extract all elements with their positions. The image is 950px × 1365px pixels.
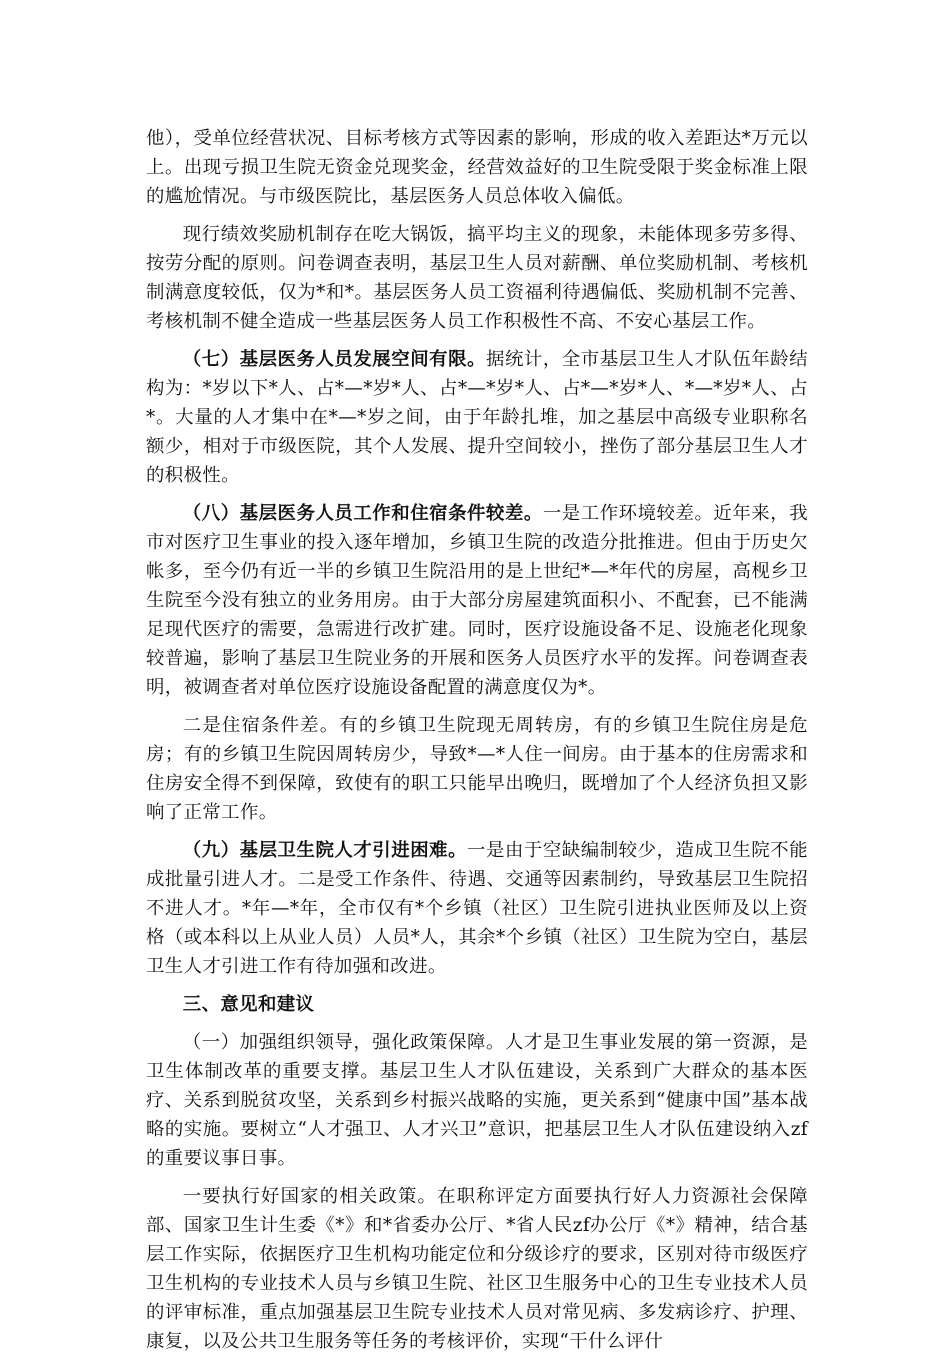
paragraph-2: 现行绩效奖励机制存在吃大锅饭，搞平均主义的现象，未能体现多劳多得、按劳分配的原则。问卷调查表明，基层卫生人员对薪酬、单位奖励机制、考核机制满意度较低，仅为*和*。基层医务人员工资福利待遇偏低、奖励机制不完善、考核机制不健全造成一些基层医务人员工作积极性不高、不安心基层工作。 (146, 224, 808, 332)
paragraph-1: 他），受单位经营状况、目标考核方式等因素的影响，形成的收入差距达*万元以上。出现亏损卫生院无资金兑现奖金，经营效益好的卫生院受限于奖金标准上限的尴尬情况。与市级医院比，基层医务人员总体收入偏低。 (146, 128, 808, 207)
paragraph-7: （一）加强组织领导，强化政策保障。人才是卫生事业发展的第一资源，是卫生体制改革的重要支撑。基层卫生人才队伍建设，关系到广大群众的基本医疗、关系到脱贫攻坚，关系到乡村振兴战略的实施，更关系到“健康中国”基本战略的实施。要树立“人才强卫、人才兴卫”意识，把基层卫生人才队伍建设纳入zf的重要议事日事。 (146, 1032, 808, 1169)
section-heading: 三、意见和建议 (182, 994, 315, 1015)
paragraph-lead: （七）基层医务人员发展空间有限。 (182, 349, 486, 370)
paragraph-3: （七）基层医务人员发展空间有限。据统计，全市基层卫生人才队伍年龄结构为：*岁以下*人、占*—*岁*人、占*—*岁*人、占*—*岁*人、*—*岁*人、占*。大量的人才集中在*—*岁之间，由于年龄扎堆，加之基层中高级专业职称名额少，相对于市级医院，其个人发展、提升空间较小，挫伤了部分基层卫生人才的积极性。 (146, 349, 808, 486)
paragraph-4: （八）基层医务人员工作和住宿条件较差。一是工作环境较差。近年来，我市对医疗卫生事业的投入逐年增加，乡镇卫生院的改造分批推进。但由于历史欠帐多，至今仍有近一半的乡镇卫生院沿用的是上世纪*—*年代的房屋，高枧乡卫生院至今没有独立的业务用房。由于大部分房屋建筑面积小、不配套，已不能满足现代医疗的需要，急需进行改扩建。同时，医疗设施设备不足、设施老化现象较普遍，影响了基层卫生院业务的开展和医务人员医疗水平的发挥。问卷调查表明，被调查者对单位医疗设施设备配置的满意度仅为*。 (146, 503, 808, 698)
document-body (146, 124, 808, 1365)
paragraph-8: 一要执行好国家的相关政策。在职称评定方面要执行好人力资源社会保障部、国家卫生计生委《*》和*省委办公厅、*省人民zf办公厅《*》精神，结合基层工作实际，依据医疗卫生机构功能定位和分级诊疗的要求，区别对待市级医疗卫生机构的专业技术人员与乡镇卫生院、社区卫生服务中心的卫生专业技术人员的评审标准，重点加强基层卫生院专业技术人员对常见病、多发病诊疗、护理、康复，以及公共卫生服务等任务的考核评价，实现“干什么评什 (146, 1186, 808, 1352)
paragraph-lead: （八）基层医务人员工作和住宿条件较差。 (182, 503, 543, 524)
paragraph-lead: （九）基层卫生院人才引进困难。 (182, 840, 468, 861)
paragraph-5: 二是住宿条件差。有的乡镇卫生院现无周转房，有的乡镇卫生院住房是危房；有的乡镇卫生院因周转房少，导致*—*人住一间房。由于基本的住房需求和住房安全得不到保障，致使有的职工只能早出晚归，既增加了个人经济负担又影响了正常工作。 (146, 715, 808, 823)
paragraph-6: （九）基层卫生院人才引进困难。一是由于空缺编制较少，造成卫生院不能成批量引进人才。二是受工作条件、待遇、交通等因素制约，导致基层卫生院招不进人才。*年—*年，全市仅有*个乡镇（社区）卫生院引进执业医师及以上资格（或本科以上从业人员）人员*人，其余*个乡镇（社区）卫生院为空白，基层卫生人才引进工作有待加强和改进。 (146, 840, 808, 977)
